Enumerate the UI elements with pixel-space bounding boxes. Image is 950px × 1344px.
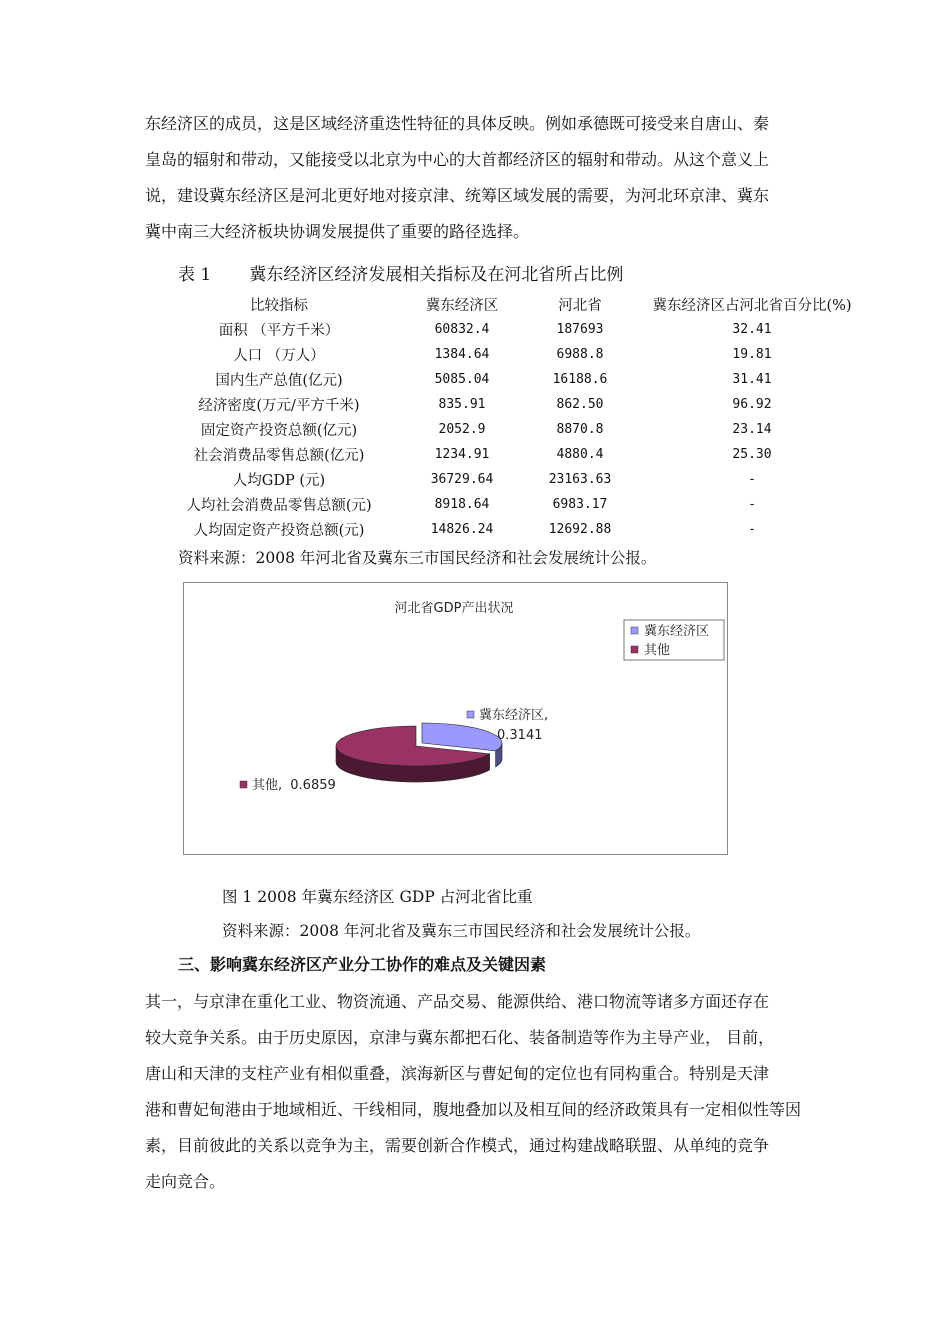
table-row xyxy=(160,442,870,467)
cell-jidong: 5085.04 xyxy=(434,372,490,387)
intro-paragraph xyxy=(145,106,815,250)
text-line: 皇岛的辐射和带动，又能接受以北京为中心的大首都经济区的辐射和带动。从这个意义上 xyxy=(145,150,770,169)
cell-jidong: 36729.64 xyxy=(430,472,494,487)
cell-percent: 25.30 xyxy=(732,447,772,462)
section-heading: 三、影响冀东经济区产业分工协作的难点及关键因素 xyxy=(178,955,547,974)
table-row xyxy=(160,342,870,367)
row-label: 社会消费品零售总额(亿元) xyxy=(193,448,365,464)
text-line: 东经济区的成员，这是区域经济重迭性特征的具体反映。例如承德既可接受来自唐山、秦 xyxy=(145,114,770,133)
table-title: 冀东经济区经济发展相关指标及在河北省所占比例 xyxy=(249,265,624,285)
data-label-text-other xyxy=(252,777,336,793)
text-line: 说，建设冀东经济区是河北更好地对接京津、统筹区域发展的需要，为河北环京津、冀东 xyxy=(145,186,770,205)
data-label-value-jidong: 0.3141 xyxy=(497,728,543,743)
cell-hebei: 6983.17 xyxy=(552,497,608,512)
chart-title: 河北省GDP产出状况 xyxy=(394,601,514,616)
table-row xyxy=(160,492,870,517)
text-line: 港和曹妃甸港由于地域相近、干线相同，腹地叠加以及相互间的经济政策具有一定相似性等因 xyxy=(145,1100,802,1119)
table-row xyxy=(160,517,870,542)
table-number: 表 1 xyxy=(178,265,212,285)
cell-hebei: 4880.4 xyxy=(556,447,604,462)
data-label-value-other: 0.6859 xyxy=(290,778,336,793)
row-label: 人均固定资产投资总额(元) xyxy=(193,523,365,539)
legend-label-other: 其他 xyxy=(644,643,671,658)
cell-percent: 23.14 xyxy=(732,422,772,437)
cell-jidong: 835.91 xyxy=(438,397,486,412)
body-paragraph xyxy=(145,984,815,1200)
figure-caption: 图 1 2008 年冀东经济区 GDP 占河北省比重 xyxy=(222,888,533,906)
row-label: 人均社会消费品零售总额(元) xyxy=(186,498,372,514)
cell-percent: - xyxy=(748,472,756,487)
table-row xyxy=(160,417,870,442)
text-line: 较大竞争关系。由于历史原因，京津与冀东都把石化、装备制造等作为主导产业， 目前， xyxy=(145,1028,775,1047)
cell-hebei: 862.50 xyxy=(556,397,604,412)
table-row xyxy=(160,467,870,492)
legend-label-jidong: 冀东经济区 xyxy=(644,624,710,639)
row-label: 固定资产投资总额(亿元) xyxy=(200,423,358,439)
header-percent: 冀东经济区占河北省百分比(%) xyxy=(652,298,852,314)
table-source-note: 资料来源：2008 年河北省及冀东三市国民经济和社会发展统计公报。 xyxy=(178,549,657,567)
data-label-name-jidong: 冀东经济区, xyxy=(479,708,549,723)
data-label-swatch-other xyxy=(240,781,247,788)
data-label-name-other: 其他, xyxy=(252,778,283,793)
table-row xyxy=(160,367,870,392)
header-hebei: 河北省 xyxy=(558,298,602,314)
cell-percent: - xyxy=(748,497,756,512)
cell-jidong: 2052.9 xyxy=(438,422,486,437)
row-label: 面积 （平方千米） xyxy=(218,323,340,339)
chart-legend xyxy=(624,620,724,660)
cell-jidong: 60832.4 xyxy=(434,322,490,337)
cell-percent: 96.92 xyxy=(732,397,772,412)
text-line: 走向竞合。 xyxy=(145,1172,226,1191)
cell-jidong: 1234.91 xyxy=(434,447,490,462)
text-line: 素，目前彼此的关系以竞争为主，需要创新合作模式，通过构建战略联盟、从单纯的竞争 xyxy=(145,1136,770,1155)
cell-percent: 31.41 xyxy=(732,372,772,387)
row-label: 人均GDP (元) xyxy=(232,473,326,489)
row-label: 国内生产总值(亿元) xyxy=(215,373,343,389)
cell-jidong: 1384.64 xyxy=(434,347,490,362)
text-line: 冀中南三大经济板块协调发展提供了重要的路径选择。 xyxy=(145,222,530,241)
table-row xyxy=(160,392,870,417)
cell-hebei: 6988.8 xyxy=(556,347,604,362)
indicator-table xyxy=(160,292,870,542)
row-label: 经济密度(万元/平方千米) xyxy=(198,398,360,414)
gdp-pie-chart xyxy=(183,582,728,855)
table-row xyxy=(160,317,870,342)
cell-hebei: 187693 xyxy=(556,322,604,337)
header-indicator: 比较指标 xyxy=(250,298,308,314)
data-label-swatch-jidong xyxy=(467,711,474,718)
table-caption xyxy=(178,260,623,285)
figure-source-note: 资料来源：2008 年河北省及冀东三市国民经济和社会发展统计公报。 xyxy=(222,922,701,940)
cell-hebei: 16188.6 xyxy=(552,372,608,387)
legend-swatch-other xyxy=(631,646,638,653)
text-line: 唐山和天津的支柱产业有相似重叠，滨海新区与曹妃甸的定位也有同构重合。特别是天津 xyxy=(145,1064,770,1083)
cell-percent: 32.41 xyxy=(732,322,772,337)
pie-slice-jidong xyxy=(422,723,502,751)
cell-hebei: 8870.8 xyxy=(556,422,604,437)
cell-hebei: 12692.88 xyxy=(548,522,612,537)
pie-chart-canvas xyxy=(184,583,727,854)
data-label-other xyxy=(240,777,336,793)
table-header-row xyxy=(160,292,870,317)
cell-percent: 19.81 xyxy=(732,347,772,362)
cell-hebei: 23163.63 xyxy=(548,472,612,487)
cell-jidong: 14826.24 xyxy=(430,522,494,537)
row-label: 人口 （万人） xyxy=(233,348,325,364)
text-line: 其一，与京津在重化工业、物资流通、产品交易、能源供给、港口物流等诸多方面还存在 xyxy=(145,992,770,1011)
pie-slices xyxy=(336,723,502,782)
cell-jidong: 8918.64 xyxy=(434,497,490,512)
cell-percent: - xyxy=(748,522,756,537)
legend-swatch-jidong xyxy=(631,627,638,634)
header-jidong: 冀东经济区 xyxy=(425,298,499,314)
